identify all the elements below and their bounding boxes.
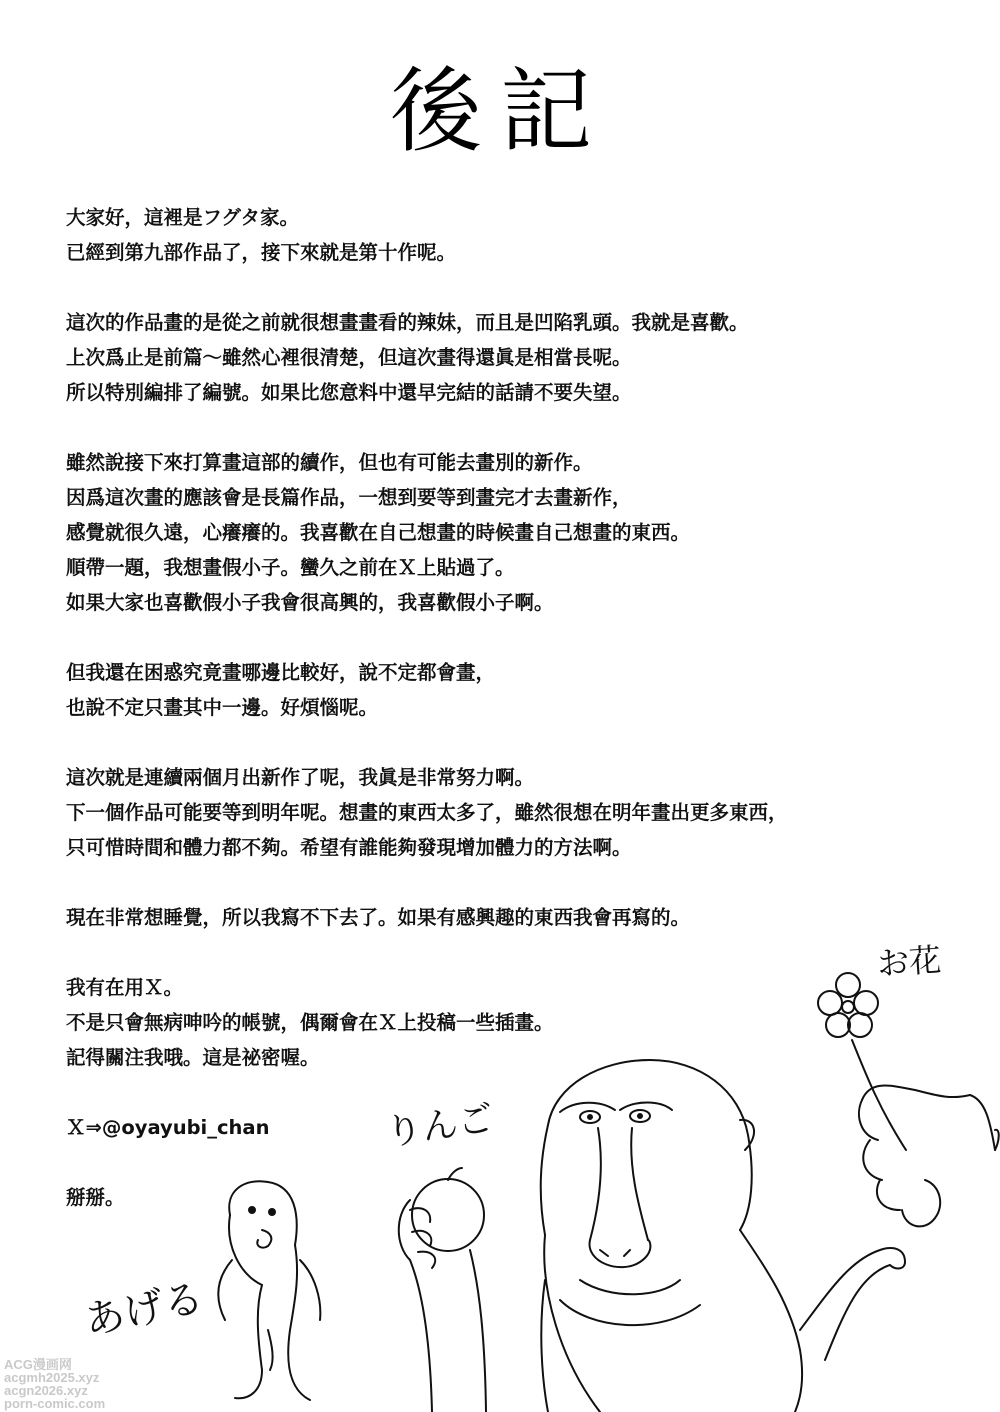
text-line: 所以特別編排了編號。如果比您意料中還早完結的話請不要失望。 [66, 381, 632, 404]
text-line: 只可惜時間和體力都不夠。希望有誰能夠發現增加體力的方法啊。 [66, 836, 632, 859]
text-line: 因爲這次畫的應該會是長篇作品，一想到要等到畫完才去畫新作， [66, 486, 632, 509]
paragraph-4 [66, 655, 946, 725]
paragraph-3 [66, 445, 946, 620]
page-title: 後記 [389, 58, 610, 165]
text-line: 掰掰。 [66, 1186, 125, 1209]
watermark-line: acgn2026.xyz [4, 1383, 88, 1398]
text-line: 不是只會無病呻吟的帳號，偶爾會在Ｘ上投稿一些插畫。 [66, 1011, 554, 1034]
watermark-line: porn-comic.com [4, 1396, 106, 1411]
text-line: 也說不定只畫其中一邊。好煩惱呢。 [66, 696, 379, 719]
text-line: 順帶一題，我想畫假小子。蠻久之前在Ｘ上貼過了。 [66, 556, 515, 579]
text-line: 這次就是連續兩個月出新作了呢，我眞是非常努力啊。 [66, 766, 535, 789]
text-line: 我有在用Ｘ。 [66, 976, 184, 999]
paragraph-2 [66, 305, 946, 410]
give-label: あげる [80, 1274, 208, 1345]
paragraph-1 [66, 200, 946, 270]
text-line: 但我還在困惑究竟畫哪邊比較好，說不定都會畫， [66, 661, 496, 684]
paragraph-9 [66, 1180, 946, 1215]
paragraph-6 [66, 900, 946, 935]
text-line: 記得關注我哦。這是祕密喔。 [66, 1046, 320, 1069]
apple-label: りんご [383, 1098, 497, 1154]
afterword-text [66, 200, 946, 1215]
text-line: 下一個作品可能要等到明年呢。想畫的東西太多了，雖然很想在明年畫出更多東西， [66, 801, 788, 824]
paragraph-8 [66, 1110, 946, 1145]
social-handle: Ｘ⇒@oyayubi_chan [66, 1116, 270, 1139]
text-line: 感覺就很久遠，心癢癢的。我喜歡在自己想畫的時候畫自己想畫的東西。 [66, 521, 691, 544]
paragraph-7 [66, 970, 946, 1075]
text-line: 這次的作品畫的是從之前就很想畫畫看的辣妹，而且是凹陷乳頭。我就是喜歡。 [66, 311, 749, 334]
text-line: 已經到第九部作品了，接下來就是第十作呢。 [66, 241, 457, 264]
watermark-line: ACG漫画网 [4, 1357, 72, 1372]
flower-label: お花 [875, 940, 943, 983]
watermark [4, 1358, 144, 1410]
text-line: 雖然說接下來打算畫這部的續作，但也有可能去畫別的新作。 [66, 451, 593, 474]
text-line: 上次爲止是前篇～雖然心裡很清楚，但這次畫得還眞是相當長呢。 [66, 346, 632, 369]
watermark-line: acgmh2025.xyz [4, 1370, 100, 1385]
text-line: 現在非常想睡覺，所以我寫不下去了。如果有感興趣的東西我會再寫的。 [66, 906, 691, 929]
paragraph-5 [66, 760, 946, 865]
text-line: 大家好，這裡是フグタ家。 [66, 206, 300, 229]
text-line: 如果大家也喜歡假小子我會很高興的，我喜歡假小子啊。 [66, 591, 554, 614]
